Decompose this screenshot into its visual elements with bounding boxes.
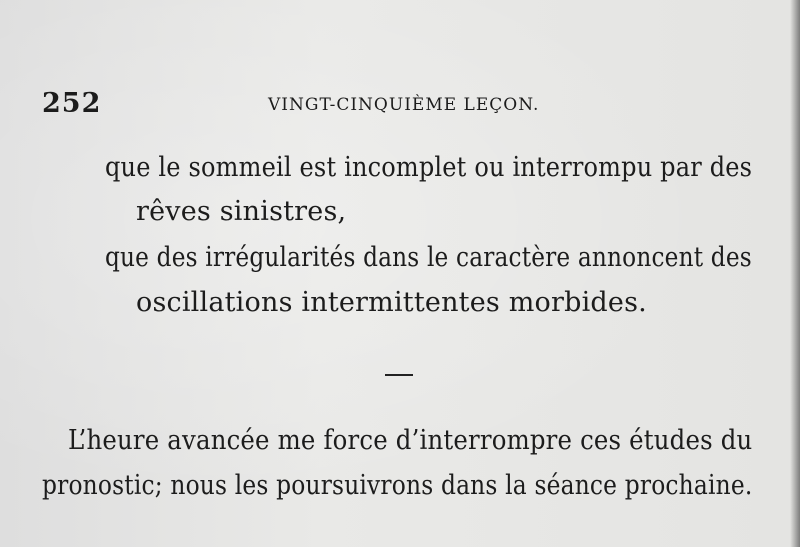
paragraph-line: pronostic; nous les poursuivrons dans la séance prochaine. bbox=[42, 470, 753, 501]
paragraph-line: L’heure avancée me force d’interrompre ces études du bbox=[68, 425, 753, 456]
section-divider bbox=[385, 374, 413, 376]
list-item-line: que des irrégularités dans le caractère annoncent des bbox=[105, 242, 752, 273]
page-edge-shadow bbox=[790, 0, 800, 547]
page-number: 252 bbox=[42, 88, 102, 119]
show-through-text bbox=[60, 150, 68, 180]
page-header bbox=[42, 88, 742, 118]
running-head: VINGT-CINQUIÈME LEÇON. bbox=[268, 95, 540, 115]
list-item-line: que le sommeil est incomplet ou interrompu par des bbox=[105, 152, 753, 183]
list-item-line: oscillations intermittentes morbides. bbox=[136, 287, 647, 318]
list-item-line: rêves sinistres, bbox=[136, 196, 347, 227]
